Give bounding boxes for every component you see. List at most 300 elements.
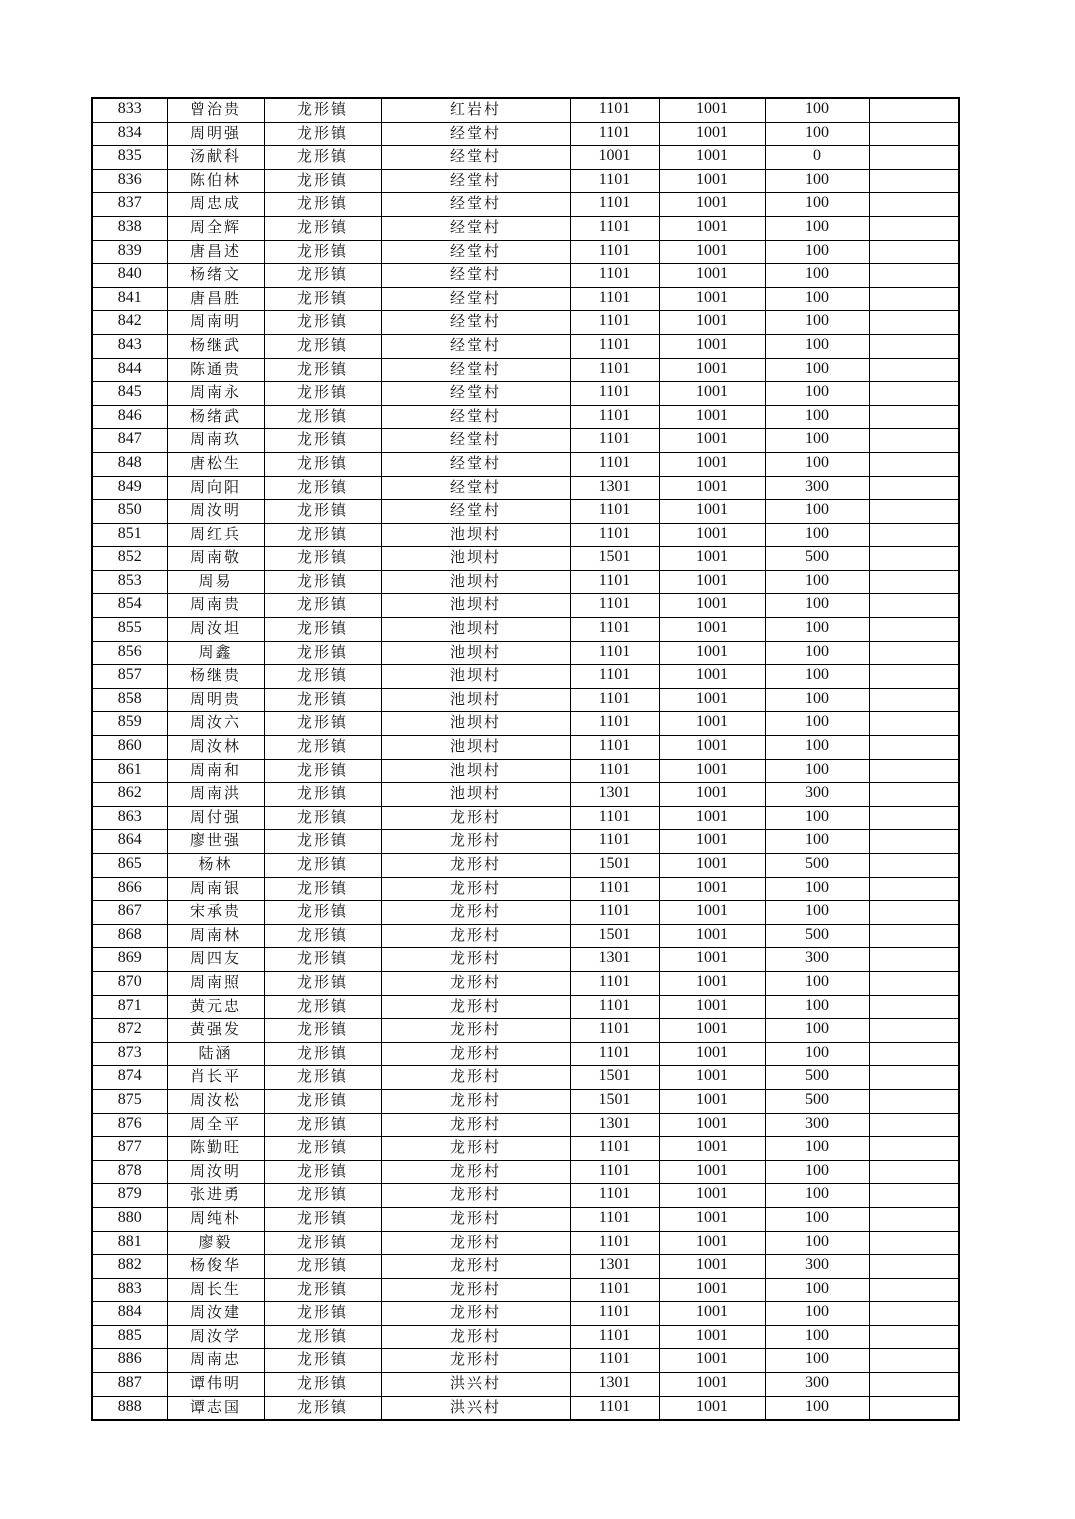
person-name-cell: 周汝建 <box>167 1302 264 1326</box>
amount-cell: 100 <box>765 1231 869 1255</box>
amount-cell: 300 <box>765 1373 869 1397</box>
remark-cell <box>869 877 959 901</box>
remark-cell <box>869 1255 959 1279</box>
person-name-cell: 周长生 <box>167 1278 264 1302</box>
amount-cell: 100 <box>765 688 869 712</box>
code-b-cell: 1001 <box>659 146 765 170</box>
remark-cell <box>869 570 959 594</box>
code-a-cell: 1301 <box>570 948 659 972</box>
person-name-cell: 周忠成 <box>167 193 264 217</box>
amount-cell: 100 <box>765 1042 869 1066</box>
table-row <box>92 382 959 406</box>
remark-cell <box>869 783 959 807</box>
code-a-cell: 1101 <box>570 1019 659 1043</box>
code-b-cell: 1001 <box>659 216 765 240</box>
code-a-cell: 1501 <box>570 547 659 571</box>
amount-cell: 500 <box>765 547 869 571</box>
table-row <box>92 877 959 901</box>
person-name-cell: 周南明 <box>167 311 264 335</box>
person-name-cell: 周南忠 <box>167 1349 264 1373</box>
code-a-cell: 1101 <box>570 98 659 122</box>
remark-cell <box>869 169 959 193</box>
town-cell: 龙形镇 <box>264 1373 381 1397</box>
code-a-cell: 1501 <box>570 1066 659 1090</box>
village-cell: 龙形村 <box>381 806 570 830</box>
code-a-cell: 1101 <box>570 1396 659 1420</box>
amount-cell: 100 <box>765 264 869 288</box>
town-cell: 龙形镇 <box>264 429 381 453</box>
person-name-cell: 唐松生 <box>167 452 264 476</box>
row-number-cell: 878 <box>92 1160 167 1184</box>
amount-cell: 0 <box>765 146 869 170</box>
remark-cell <box>869 146 959 170</box>
code-a-cell: 1101 <box>570 712 659 736</box>
village-cell: 经堂村 <box>381 264 570 288</box>
code-b-cell: 1001 <box>659 452 765 476</box>
remark-cell <box>869 1042 959 1066</box>
amount-cell: 100 <box>765 523 869 547</box>
code-b-cell: 1001 <box>659 523 765 547</box>
table-row <box>92 1349 959 1373</box>
table-row <box>92 1019 959 1043</box>
table-row <box>92 1184 959 1208</box>
code-a-cell: 1101 <box>570 1231 659 1255</box>
village-cell: 池坝村 <box>381 783 570 807</box>
village-cell: 经堂村 <box>381 169 570 193</box>
village-cell: 经堂村 <box>381 452 570 476</box>
town-cell: 龙形镇 <box>264 618 381 642</box>
person-name-cell: 曾治贵 <box>167 98 264 122</box>
code-a-cell: 1101 <box>570 665 659 689</box>
village-cell: 龙形村 <box>381 1302 570 1326</box>
village-cell: 龙形村 <box>381 1184 570 1208</box>
code-b-cell: 1001 <box>659 665 765 689</box>
code-a-cell: 1101 <box>570 358 659 382</box>
town-cell: 龙形镇 <box>264 688 381 712</box>
row-number-cell: 837 <box>92 193 167 217</box>
village-cell: 龙形村 <box>381 1066 570 1090</box>
person-name-cell: 周南玖 <box>167 429 264 453</box>
code-b-cell: 1001 <box>659 429 765 453</box>
table-row <box>92 854 959 878</box>
amount-cell: 100 <box>765 901 869 925</box>
table-row <box>92 1396 959 1420</box>
town-cell: 龙形镇 <box>264 1231 381 1255</box>
town-cell: 龙形镇 <box>264 382 381 406</box>
remark-cell <box>869 1349 959 1373</box>
code-a-cell: 1101 <box>570 500 659 524</box>
town-cell: 龙形镇 <box>264 948 381 972</box>
amount-cell: 100 <box>765 1019 869 1043</box>
table-row <box>92 1137 959 1161</box>
town-cell: 龙形镇 <box>264 877 381 901</box>
person-name-cell: 宋承贵 <box>167 901 264 925</box>
code-b-cell: 1001 <box>659 783 765 807</box>
village-cell: 经堂村 <box>381 476 570 500</box>
village-cell: 经堂村 <box>381 311 570 335</box>
amount-cell: 300 <box>765 476 869 500</box>
code-a-cell: 1101 <box>570 736 659 760</box>
person-name-cell: 陈通贵 <box>167 358 264 382</box>
row-number-cell: 880 <box>92 1207 167 1231</box>
code-a-cell: 1501 <box>570 854 659 878</box>
row-number-cell: 857 <box>92 665 167 689</box>
code-a-cell: 1501 <box>570 924 659 948</box>
code-a-cell: 1101 <box>570 382 659 406</box>
village-cell: 池坝村 <box>381 570 570 594</box>
person-name-cell: 周全平 <box>167 1113 264 1137</box>
village-cell: 龙形村 <box>381 948 570 972</box>
row-number-cell: 883 <box>92 1278 167 1302</box>
row-number-cell: 851 <box>92 523 167 547</box>
remark-cell <box>869 1373 959 1397</box>
remark-cell <box>869 122 959 146</box>
town-cell: 龙形镇 <box>264 1137 381 1161</box>
remark-cell <box>869 641 959 665</box>
code-b-cell: 1001 <box>659 169 765 193</box>
code-b-cell: 1001 <box>659 971 765 995</box>
remark-cell <box>869 1089 959 1113</box>
row-number-cell: 836 <box>92 169 167 193</box>
village-cell: 池坝村 <box>381 759 570 783</box>
row-number-cell: 874 <box>92 1066 167 1090</box>
row-number-cell: 862 <box>92 783 167 807</box>
table-row <box>92 1042 959 1066</box>
table-row <box>92 948 959 972</box>
remark-cell <box>869 547 959 571</box>
table-row <box>92 1325 959 1349</box>
remark-cell <box>869 240 959 264</box>
row-number-cell: 877 <box>92 1137 167 1161</box>
town-cell: 龙形镇 <box>264 476 381 500</box>
remark-cell <box>869 405 959 429</box>
code-b-cell: 1001 <box>659 240 765 264</box>
code-b-cell: 1001 <box>659 688 765 712</box>
table-row <box>92 618 959 642</box>
code-a-cell: 1301 <box>570 783 659 807</box>
person-name-cell: 陈伯林 <box>167 169 264 193</box>
amount-cell: 100 <box>765 216 869 240</box>
table-row <box>92 547 959 571</box>
amount-cell: 100 <box>765 995 869 1019</box>
table-row <box>92 971 959 995</box>
amount-cell: 100 <box>765 1278 869 1302</box>
person-name-cell: 周汝坦 <box>167 618 264 642</box>
village-cell: 龙形村 <box>381 1042 570 1066</box>
code-b-cell: 1001 <box>659 618 765 642</box>
town-cell: 龙形镇 <box>264 1255 381 1279</box>
code-b-cell: 1001 <box>659 924 765 948</box>
code-b-cell: 1001 <box>659 1113 765 1137</box>
code-b-cell: 1001 <box>659 358 765 382</box>
remark-cell <box>869 1019 959 1043</box>
code-b-cell: 1001 <box>659 193 765 217</box>
town-cell: 龙形镇 <box>264 830 381 854</box>
row-number-cell: 866 <box>92 877 167 901</box>
person-name-cell: 周四友 <box>167 948 264 972</box>
person-name-cell: 周南和 <box>167 759 264 783</box>
village-cell: 龙形村 <box>381 1113 570 1137</box>
table-row <box>92 759 959 783</box>
code-b-cell: 1001 <box>659 712 765 736</box>
code-a-cell: 1101 <box>570 523 659 547</box>
row-number-cell: 834 <box>92 122 167 146</box>
remark-cell <box>869 1160 959 1184</box>
remark-cell <box>869 264 959 288</box>
village-cell: 龙形村 <box>381 1325 570 1349</box>
town-cell: 龙形镇 <box>264 452 381 476</box>
amount-cell: 100 <box>765 1302 869 1326</box>
person-name-cell: 杨林 <box>167 854 264 878</box>
amount-cell: 100 <box>765 1160 869 1184</box>
row-number-cell: 853 <box>92 570 167 594</box>
person-name-cell: 周南照 <box>167 971 264 995</box>
code-a-cell: 1101 <box>570 830 659 854</box>
village-cell: 经堂村 <box>381 146 570 170</box>
row-number-cell: 868 <box>92 924 167 948</box>
person-name-cell: 黄强发 <box>167 1019 264 1043</box>
row-number-cell: 875 <box>92 1089 167 1113</box>
village-cell: 池坝村 <box>381 688 570 712</box>
town-cell: 龙形镇 <box>264 1207 381 1231</box>
code-a-cell: 1101 <box>570 641 659 665</box>
table-row <box>92 594 959 618</box>
town-cell: 龙形镇 <box>264 641 381 665</box>
person-name-cell: 陆涵 <box>167 1042 264 1066</box>
code-b-cell: 1001 <box>659 1278 765 1302</box>
code-a-cell: 1101 <box>570 759 659 783</box>
code-b-cell: 1001 <box>659 334 765 358</box>
remark-cell <box>869 287 959 311</box>
village-cell: 龙形村 <box>381 1137 570 1161</box>
amount-cell: 500 <box>765 924 869 948</box>
code-b-cell: 1001 <box>659 382 765 406</box>
person-name-cell: 杨继贵 <box>167 665 264 689</box>
amount-cell: 100 <box>765 1184 869 1208</box>
person-name-cell: 周汝六 <box>167 712 264 736</box>
code-b-cell: 1001 <box>659 1019 765 1043</box>
row-number-cell: 876 <box>92 1113 167 1137</box>
table-row <box>92 1255 959 1279</box>
amount-cell: 300 <box>765 1113 869 1137</box>
code-b-cell: 1001 <box>659 594 765 618</box>
row-number-cell: 833 <box>92 98 167 122</box>
row-number-cell: 864 <box>92 830 167 854</box>
village-cell: 池坝村 <box>381 641 570 665</box>
row-number-cell: 839 <box>92 240 167 264</box>
code-b-cell: 1001 <box>659 476 765 500</box>
row-number-cell: 854 <box>92 594 167 618</box>
remark-cell <box>869 854 959 878</box>
amount-cell: 100 <box>765 665 869 689</box>
table-row <box>92 1066 959 1090</box>
remark-cell <box>869 594 959 618</box>
code-a-cell: 1101 <box>570 877 659 901</box>
code-b-cell: 1001 <box>659 1373 765 1397</box>
row-number-cell: 855 <box>92 618 167 642</box>
amount-cell: 100 <box>765 500 869 524</box>
row-number-cell: 842 <box>92 311 167 335</box>
code-b-cell: 1001 <box>659 1066 765 1090</box>
town-cell: 龙形镇 <box>264 1066 381 1090</box>
person-name-cell: 周南贵 <box>167 594 264 618</box>
record-table <box>91 97 960 1421</box>
table-row <box>92 429 959 453</box>
code-a-cell: 1101 <box>570 618 659 642</box>
amount-cell: 500 <box>765 1066 869 1090</box>
table-row <box>92 901 959 925</box>
village-cell: 龙形村 <box>381 1089 570 1113</box>
remark-cell <box>869 382 959 406</box>
amount-cell: 100 <box>765 382 869 406</box>
amount-cell: 100 <box>765 334 869 358</box>
amount-cell: 100 <box>765 1207 869 1231</box>
person-name-cell: 周汝学 <box>167 1325 264 1349</box>
town-cell: 龙形镇 <box>264 1113 381 1137</box>
remark-cell <box>869 901 959 925</box>
row-number-cell: 884 <box>92 1302 167 1326</box>
person-name-cell: 廖世强 <box>167 830 264 854</box>
town-cell: 龙形镇 <box>264 665 381 689</box>
town-cell: 龙形镇 <box>264 712 381 736</box>
code-a-cell: 1101 <box>570 452 659 476</box>
person-name-cell: 汤献科 <box>167 146 264 170</box>
amount-cell: 100 <box>765 240 869 264</box>
amount-cell: 100 <box>765 1137 869 1161</box>
row-number-cell: 860 <box>92 736 167 760</box>
person-name-cell: 周南永 <box>167 382 264 406</box>
table-row <box>92 1089 959 1113</box>
town-cell: 龙形镇 <box>264 264 381 288</box>
table-row <box>92 1113 959 1137</box>
amount-cell: 100 <box>765 830 869 854</box>
amount-cell: 100 <box>765 570 869 594</box>
village-cell: 红岩村 <box>381 98 570 122</box>
remark-cell <box>869 500 959 524</box>
town-cell: 龙形镇 <box>264 854 381 878</box>
remark-cell <box>869 523 959 547</box>
remark-cell <box>869 924 959 948</box>
row-number-cell: 865 <box>92 854 167 878</box>
code-a-cell: 1101 <box>570 193 659 217</box>
code-b-cell: 1001 <box>659 1302 765 1326</box>
table-row <box>92 311 959 335</box>
row-number-cell: 882 <box>92 1255 167 1279</box>
code-b-cell: 1001 <box>659 995 765 1019</box>
town-cell: 龙形镇 <box>264 1089 381 1113</box>
person-name-cell: 唐昌胜 <box>167 287 264 311</box>
town-cell: 龙形镇 <box>264 523 381 547</box>
table-row <box>92 334 959 358</box>
remark-cell <box>869 311 959 335</box>
remark-cell <box>869 216 959 240</box>
code-b-cell: 1001 <box>659 122 765 146</box>
row-number-cell: 861 <box>92 759 167 783</box>
village-cell: 龙形村 <box>381 971 570 995</box>
remark-cell <box>869 712 959 736</box>
code-b-cell: 1001 <box>659 264 765 288</box>
amount-cell: 100 <box>765 1349 869 1373</box>
amount-cell: 100 <box>765 311 869 335</box>
village-cell: 经堂村 <box>381 429 570 453</box>
code-a-cell: 1101 <box>570 1137 659 1161</box>
code-a-cell: 1101 <box>570 971 659 995</box>
code-b-cell: 1001 <box>659 1089 765 1113</box>
table-row <box>92 783 959 807</box>
code-b-cell: 1001 <box>659 405 765 429</box>
code-a-cell: 1101 <box>570 287 659 311</box>
remark-cell <box>869 1325 959 1349</box>
town-cell: 龙形镇 <box>264 783 381 807</box>
village-cell: 龙形村 <box>381 854 570 878</box>
row-number-cell: 841 <box>92 287 167 311</box>
remark-cell <box>869 688 959 712</box>
row-number-cell: 847 <box>92 429 167 453</box>
person-name-cell: 谭伟明 <box>167 1373 264 1397</box>
code-a-cell: 1101 <box>570 995 659 1019</box>
remark-cell <box>869 1113 959 1137</box>
village-cell: 龙形村 <box>381 1207 570 1231</box>
amount-cell: 100 <box>765 193 869 217</box>
table-row <box>92 1231 959 1255</box>
table-row <box>92 830 959 854</box>
table-row <box>92 405 959 429</box>
town-cell: 龙形镇 <box>264 1019 381 1043</box>
code-b-cell: 1001 <box>659 547 765 571</box>
town-cell: 龙形镇 <box>264 216 381 240</box>
person-name-cell: 周南洪 <box>167 783 264 807</box>
row-number-cell: 871 <box>92 995 167 1019</box>
person-name-cell: 周南银 <box>167 877 264 901</box>
town-cell: 龙形镇 <box>264 594 381 618</box>
table-row <box>92 500 959 524</box>
table-row <box>92 146 959 170</box>
table-row <box>92 523 959 547</box>
table-row <box>92 665 959 689</box>
code-a-cell: 1101 <box>570 1160 659 1184</box>
town-cell: 龙形镇 <box>264 1349 381 1373</box>
code-a-cell: 1101 <box>570 216 659 240</box>
remark-cell <box>869 1231 959 1255</box>
town-cell: 龙形镇 <box>264 1302 381 1326</box>
table-row <box>92 358 959 382</box>
code-b-cell: 1001 <box>659 948 765 972</box>
code-b-cell: 1001 <box>659 311 765 335</box>
code-a-cell: 1101 <box>570 570 659 594</box>
remark-cell <box>869 948 959 972</box>
row-number-cell: 870 <box>92 971 167 995</box>
village-cell: 经堂村 <box>381 216 570 240</box>
code-a-cell: 1101 <box>570 405 659 429</box>
row-number-cell: 848 <box>92 452 167 476</box>
code-a-cell: 1101 <box>570 1184 659 1208</box>
remark-cell <box>869 452 959 476</box>
row-number-cell: 840 <box>92 264 167 288</box>
row-number-cell: 845 <box>92 382 167 406</box>
code-b-cell: 1001 <box>659 1042 765 1066</box>
code-a-cell: 1101 <box>570 901 659 925</box>
code-b-cell: 1001 <box>659 1231 765 1255</box>
row-number-cell: 886 <box>92 1349 167 1373</box>
village-cell: 池坝村 <box>381 618 570 642</box>
code-a-cell: 1101 <box>570 594 659 618</box>
village-cell: 洪兴村 <box>381 1396 570 1420</box>
village-cell: 池坝村 <box>381 594 570 618</box>
village-cell: 经堂村 <box>381 240 570 264</box>
remark-cell <box>869 429 959 453</box>
remark-cell <box>869 665 959 689</box>
village-cell: 龙形村 <box>381 1278 570 1302</box>
